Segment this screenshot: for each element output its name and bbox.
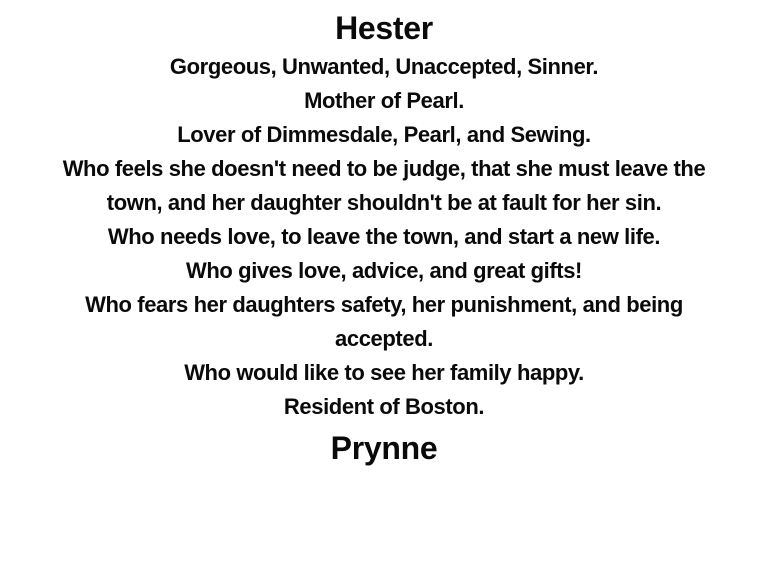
poem-footer-last-name: Prynne xyxy=(330,430,438,466)
poem-line-who-needs: Who needs love, to leave the town, and start a new life. xyxy=(107,224,661,249)
poem-line-who-feels-1: Who feels she doesn't need to be judge, that she must leave the xyxy=(62,156,706,181)
poem-line-would-like: Who would like to see her family happy. xyxy=(184,360,584,385)
poem-body xyxy=(0,50,768,424)
poem-line-who-gives: Who gives love, advice, and great gifts! xyxy=(186,258,582,283)
poem-line-who-fears-1: Who fears her daughters safety, her punishment, and being xyxy=(85,292,683,317)
poem-line-resident-of: Resident of Boston. xyxy=(283,394,485,419)
poem-line-mother-of: Mother of Pearl. xyxy=(304,88,464,113)
poem-title-first-name: Hester xyxy=(335,10,433,46)
poem-line-who-fears-2: accepted. xyxy=(335,326,433,351)
poem-line-who-feels-2: town, and her daughter shouldn't be at fault for her sin. xyxy=(106,190,662,215)
poem-line-adjectives: Gorgeous, Unwanted, Unaccepted, Sinner. xyxy=(169,54,599,79)
poem-line-lover-of: Lover of Dimmesdale, Pearl, and Sewing. xyxy=(177,122,591,147)
